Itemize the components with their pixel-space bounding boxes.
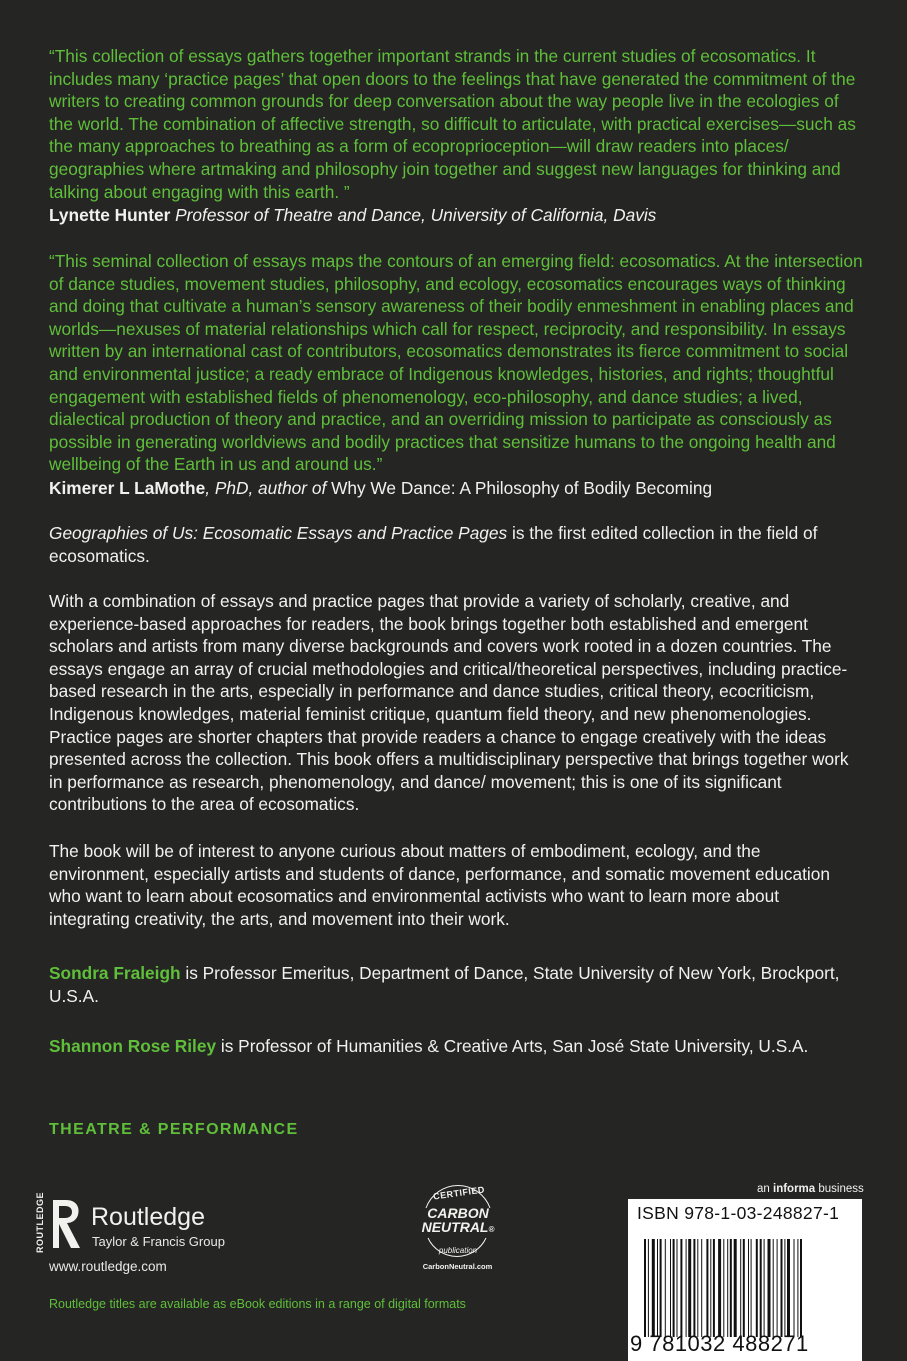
barcode-bar (688, 1239, 691, 1337)
editor-bio-text: is Professor of Humanities & Creative Arts, San José State University, U.S.A. (216, 1036, 809, 1056)
endorsement-quote-1 (49, 45, 864, 203)
endorser-role: Professor of Theatre and Dance, University of California, Davis (175, 205, 657, 225)
informa-suffix: business (815, 1183, 864, 1195)
barcode-bar (686, 1239, 687, 1337)
barcode-bar (693, 1239, 695, 1337)
ebook-note: Routledge titles are available as eBook editions in a range of digital formats (49, 1297, 466, 1311)
routledge-vertical-wordmark (35, 1191, 47, 1253)
barcode-bar (748, 1239, 749, 1337)
barcode-bar (787, 1239, 790, 1337)
barcode-bar (727, 1239, 728, 1337)
barcode-bar (784, 1239, 785, 1337)
barcode-bar (665, 1239, 666, 1337)
barcode-bar (781, 1239, 783, 1337)
barcode-bar (797, 1239, 798, 1337)
endorser-name: Kimerer L LaMothe (49, 478, 206, 498)
subject-category: THEATRE & PERFORMANCE (49, 1121, 299, 1138)
barcode-bar (734, 1239, 737, 1337)
publisher-name: Routledge (91, 1203, 205, 1231)
barcode-bar (652, 1239, 655, 1337)
informa-prefix: an (757, 1183, 773, 1195)
barcode-bar (777, 1239, 778, 1337)
editor-bio-text: is Professor Emeritus, Department of Dance, State University of New York, Brockport, U.S.A. (49, 963, 840, 1006)
paragraph-text: is the first edited collection in the field of ecosomatics. (49, 523, 818, 566)
barcode-graphic (644, 1239, 847, 1337)
barcode-bar (648, 1239, 649, 1337)
barcode-bar (680, 1239, 682, 1337)
carbon-neutral-badge (410, 1178, 505, 1273)
barcode-bar (644, 1239, 646, 1337)
carbon-site-label: CarbonNeutral.com (422, 1262, 493, 1271)
quote-text: “This collection of essays gathers together important strands in the current studies of ecosomatics. It includes many ‘practice pages’ that open doors to the feelings that have generated the commitment of the writers to creating common grounds for deep conversation about the way people live in the ecologies of the world. The combination of affective strength, so difficult to articulate, with practical exercises—such as the many approaches to breathing as a form of ecoproprioception—will draw readers into places/ geographies where artmaking and philosophy join together and suggest new languages for thinking and talking about engaging with this earth. ” (49, 46, 856, 202)
barcode-bar (743, 1239, 745, 1337)
endorser-role: , PhD, author of (205, 478, 332, 498)
publisher-group: Taylor & Francis Group (92, 1234, 225, 1249)
description-paragraph-1 (49, 522, 864, 567)
paragraph-text: The book will be of interest to anyone curious about matters of embodiment, ecology, and the environment, especially artists and students of dance, performance, and somatic movement education who want to learn about ecosomatics and environmental activists who want to learn more about integrating creativity, the arts, and movement into their work. (49, 841, 830, 929)
quote-text: “This seminal collection of essays maps the contours of an emerging field: ecosomatics. At the intersection of dance studies, movement studies, philosophy, and ecology, ecosomatics encourages ways of thinking and doing that cultivate a human’s sensory awareness of their bodily enmeshment in enabling places and worlds—nexuses of material relationships which call for respect, reciprocity, and responsibility. In essays written by an international cast of contributors, ecosomatics demonstrates its fierce commitment to social and environmental justice; a ready embrace of Indigenous knowledges, histories, and rights; thoughtful engagement with established fields of phenomenology, eco-philosophy, and dance studies; a lived, dialectical production of theory and practice, and an overriding mission to participate as consciously as possible in generating worldviews and bodily practices that sensitize humans to the ongoing health and wellbeing of the Earth in us and around us.” (49, 251, 863, 475)
editor-bio-2 (49, 1035, 864, 1058)
barcode-bar (730, 1239, 732, 1337)
barcode-bar (773, 1239, 774, 1337)
description-paragraph-3 (49, 840, 864, 930)
endorsement-attribution-2 (49, 477, 864, 500)
endorser-name: Lynette Hunter (49, 205, 171, 225)
carbon-certified-label: CERTIFIED (432, 1184, 486, 1202)
description-paragraph-2 (49, 590, 864, 816)
barcode-bar (701, 1239, 702, 1337)
endorsement-quote-2 (49, 250, 864, 476)
barcode-bar (756, 1239, 758, 1337)
editor-bio-1 (49, 962, 864, 1007)
barcode-bar (800, 1239, 802, 1337)
carbon-publication-label: publication (438, 1246, 478, 1255)
vertical-label: ROUTLEDGE (35, 1191, 45, 1253)
barcode-bar (673, 1239, 675, 1337)
informa-tagline (757, 1183, 864, 1195)
barcode-bar (768, 1239, 771, 1337)
barcode-bar (697, 1239, 698, 1337)
editor-name: Shannon Rose Riley (49, 1036, 217, 1056)
paragraph-text: With a combination of essays and practice pages that provide a variety of scholarly, creative, and experience-based approaches for readers, the book brings together both established and emergent scholars and artists from many diverse backgrounds and covers work rooted in a dozen countries. The essays engage an array of crucial methodologies and critical/theoretical perspectives, including practice-based research in the arts, especially in performance and dance studies, critical theory, ecocriticism, Indigenous knowledges, material feminist critique, quantum field theory, and new phenomenologies. Practice pages are shorter chapters that provide readers a chance to engage creatively with the ideas presented across the collection. This book offers a multidisciplinary perspective that brings together work in performance as research, phenomenology, and dance/ movement; this is one of its significant contributions to the area of ecosomatics. (49, 591, 849, 815)
barcode-bar (670, 1239, 671, 1337)
barcode-bar (710, 1239, 711, 1337)
barcode-bar (718, 1239, 721, 1337)
routledge-logo-icon (50, 1198, 84, 1250)
endorsement-attribution-1 (49, 204, 864, 227)
barcode-bar (677, 1239, 678, 1337)
barcode-bar (723, 1239, 724, 1337)
barcode-bar (713, 1239, 715, 1337)
book-title: Geographies of Us: Ecosomatic Essays and Practice Pages (49, 523, 508, 543)
barcode-bar (660, 1239, 662, 1337)
endorser-book-title: Why We Dance: A Philosophy of Bodily Becoming (331, 478, 713, 498)
editor-name: Sondra Fraleigh (49, 963, 181, 983)
neutral-word: NEUTRAL (421, 1219, 489, 1235)
barcode-bar (740, 1239, 741, 1337)
barcode-bar (760, 1239, 762, 1337)
barcode-bar (706, 1239, 708, 1337)
carbon-neutral-wordmark (416, 1206, 500, 1237)
isbn-number: ISBN 978-1-03-248827-1 (637, 1203, 840, 1223)
barcode-digits: 9 781032 488271 (630, 1331, 809, 1356)
barcode-bar (794, 1239, 795, 1337)
carbon-word: CARBON (427, 1205, 489, 1221)
barcode-bar (751, 1239, 752, 1337)
publisher-url[interactable]: www.routledge.com (49, 1259, 167, 1274)
isbn-barcode-box (628, 1199, 862, 1361)
barcode-bar (764, 1239, 765, 1337)
barcode-bar (657, 1239, 658, 1337)
informa-wordmark: informa (773, 1183, 816, 1195)
registered-mark: ® (488, 1225, 495, 1234)
